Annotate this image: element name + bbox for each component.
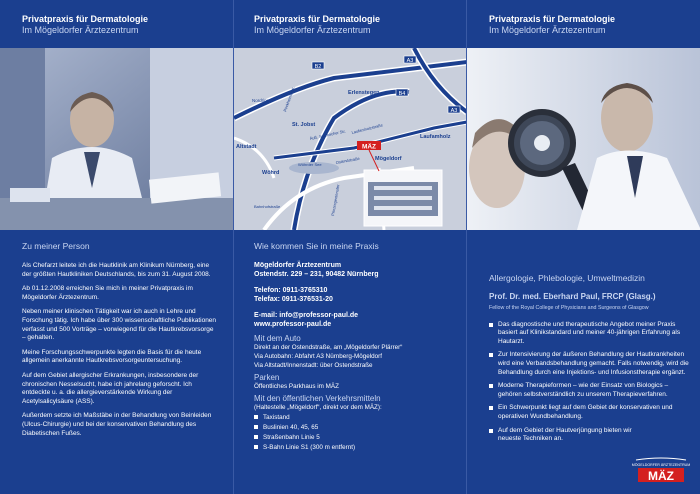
fax-number: Telefax: 0911-376531-20 bbox=[254, 296, 333, 303]
service-item: Moderne Therapieformen – wie der Einsatz von Biologics – gehören selbstverständlich zu unserem Therapieverfahren. bbox=[489, 382, 689, 399]
about-paragraph: Außerdem setzte ich Maßstäbe in der Behandlung von Beinleiden (Ulcus-Chirurgie) und bei der konservativen Behandlung des Diabetischen Fußes. bbox=[22, 412, 212, 437]
section-title-directions: Wie kommen Sie in meine Praxis bbox=[254, 241, 379, 251]
panel-header bbox=[489, 14, 615, 36]
map-label-pirckheimer: Pirckheimerstr. bbox=[282, 85, 296, 113]
panel-header bbox=[254, 14, 380, 36]
doctor-fellow: Fellow of the Royal College of Physicians and Surgeons of Glasgow bbox=[489, 304, 649, 311]
header-title: Privatpraxis für Dermatologie bbox=[254, 14, 381, 24]
panel-about bbox=[0, 0, 233, 494]
about-text bbox=[22, 262, 218, 444]
map-label-ostendstrasse: Ostendstraße bbox=[335, 155, 361, 165]
oepnv-intro: (Haltestelle „Mögeldorf“, direkt vor dem MÄZ): bbox=[254, 404, 382, 411]
oepnv-title: Mit den öffentlichen Verkehrsmitteln bbox=[254, 394, 381, 403]
services-text bbox=[489, 293, 689, 449]
map-label-st-jobst: St. Jobst bbox=[292, 122, 316, 128]
oepnv-item: S-Bahn Linie S1 (300 m entfernt) bbox=[254, 443, 459, 452]
about-paragraph: Ab 01.12.2008 erreichen Sie mich in meiner Privatpraxis im Mögeldorfer Ärztezentrum. bbox=[22, 285, 193, 301]
map-label-bahnhof: Bahnhofstraße bbox=[254, 204, 281, 209]
header-subtitle: Im Mögeldorfer Ärztezentrum bbox=[22, 25, 139, 35]
section-title-about: Zu meiner Person bbox=[22, 241, 90, 251]
dermatoscope-photo bbox=[467, 48, 700, 230]
service-item: Ein Schwerpunkt liegt auf dem Gebiet der konservativen und operativen Wundbehandlung. bbox=[489, 404, 689, 421]
directions-text bbox=[254, 261, 459, 453]
address-name: Mögeldorfer Ärztezentrum bbox=[254, 262, 342, 269]
map-label-altstadt: Altstadt bbox=[236, 144, 257, 150]
oepnv-list bbox=[254, 413, 459, 452]
email-link[interactable]: E-mail: info@professor-paul.de bbox=[254, 312, 359, 319]
about-paragraph: Als Chefarzt leitete ich die Hautklinik am Klinikum Nürnberg, eine der größten Hautkliniken Deutschlands, bis zum 31. August 2008. bbox=[22, 262, 211, 278]
service-item: Auf dem Gebiet der Hautverjüngung bieten wir neueste Techniken an. bbox=[489, 427, 689, 444]
map-label-woehrd: Wöhrd bbox=[262, 170, 280, 176]
map-label-woehrder-see: Wöhrder See bbox=[298, 162, 322, 167]
map-label-erlenstegen: Erlenstegen bbox=[348, 90, 380, 96]
map-label-moegeldorf: Mögeldorf bbox=[375, 156, 402, 162]
auto-line: Direkt an der Ostendstraße, am „Mögeldorfer Plärrer“ bbox=[254, 344, 403, 351]
map-label-laufamholzstr: Laufamholzstraße bbox=[351, 122, 384, 135]
header-subtitle: Im Mögeldorfer Ärztezentrum bbox=[489, 25, 606, 35]
map-label-laufamholz: Laufamholz bbox=[420, 134, 451, 140]
about-paragraph: Meine Forschungsschwerpunkte legten die Basis für die heute allgemein anerkannte Hautkrebsvorsorgeuntersuchung. bbox=[22, 348, 202, 365]
oepnv-item: Straßenbahn Linie 5 bbox=[254, 433, 459, 442]
phone-number: Telefon: 0911-3765310 bbox=[254, 287, 328, 294]
doctor-name: Prof. Dr. med. Eberhard Paul, FRCP (Glasg.) bbox=[489, 292, 656, 301]
header-subtitle: Im Mögeldorfer Ärztezentrum bbox=[254, 25, 371, 35]
header-title: Privatpraxis für Dermatologie bbox=[22, 14, 149, 24]
logo-text: MÄZ bbox=[648, 469, 674, 483]
doctor-desk-photo bbox=[0, 48, 233, 230]
section-title-services: Allergologie, Phlebologie, Umweltmedizin bbox=[489, 273, 645, 283]
services-list bbox=[489, 321, 689, 444]
map-label-a3: A3 bbox=[406, 58, 414, 64]
service-item: Zur Intensivierung der äußeren Behandlung der Hautkrankheiten wird eine Verbandsbehandlung gemacht. Falls notwendig, wird die Behandlung durch eine Injektions- und Infusionstherapie ergänzt. bbox=[489, 351, 689, 377]
panel-header bbox=[22, 14, 148, 36]
map-label-a3-2: A3 bbox=[450, 108, 458, 114]
map-label-sulzbacher: Äuß. Sulzbacher Str. bbox=[309, 128, 347, 141]
address-street: Ostendstr. 229 – 231, 90482 Nürnberg bbox=[254, 271, 379, 278]
service-item: Das diagnostische und therapeutische Angebot meiner Praxis basiert auf Klinikstandard und meiner 40-jährigen Erfahrung als Hautarzt. bbox=[489, 321, 689, 347]
map-label-maz: MÄZ bbox=[361, 143, 377, 151]
parken-title: Parken bbox=[254, 373, 280, 382]
about-paragraph: Neben meiner klinischen Tätigkeit war ich auch in Lehre und Forschung tätig. Ich habe über 300 wissenschaftliche Publikationen verfasst und 500 Vorträge – vorwiegend für die Hautkrebsvorsorge – gehalten. bbox=[22, 308, 217, 342]
panel-services bbox=[466, 0, 700, 494]
auto-line: Via Altstadt/Innenstadt: über Ostendstraße bbox=[254, 362, 373, 369]
map-label-b2: B2 bbox=[314, 64, 322, 70]
map-label-prinzreg: Prinzregentenufer bbox=[330, 183, 341, 217]
auto-line: Via Autobahn: Abfahrt A3 Nürnberg-Mögeldorf bbox=[254, 353, 383, 360]
header-title: Privatpraxis für Dermatologie bbox=[489, 14, 616, 24]
map-label-nordring: Nordring bbox=[252, 98, 270, 103]
auto-title: Mit dem Auto bbox=[254, 334, 301, 343]
about-paragraph: Auf dem Gebiet allergischer Erkrankungen, insbesondere der chronischen Nesselsucht, habe ich jahrelang geforscht. Ich entdeckte u. a. die allergieverstärkende Wirkung der Acetylsalicylsäure (ASS). bbox=[22, 371, 199, 405]
map-label-b4: B4 bbox=[398, 91, 406, 97]
maz-logo bbox=[632, 456, 690, 484]
panel-directions bbox=[233, 0, 466, 494]
oepnv-item: Taxistand bbox=[254, 413, 459, 422]
logo-caption: MÖGELDORFER ÄRZTEZENTRUM bbox=[632, 463, 690, 467]
location-map bbox=[234, 48, 466, 230]
oepnv-item: Buslinien 40, 45, 65 bbox=[254, 423, 459, 432]
parken-text: Öffentliches Parkhaus im MÄZ bbox=[254, 383, 339, 390]
website-link[interactable]: www.professor-paul.de bbox=[254, 321, 332, 328]
